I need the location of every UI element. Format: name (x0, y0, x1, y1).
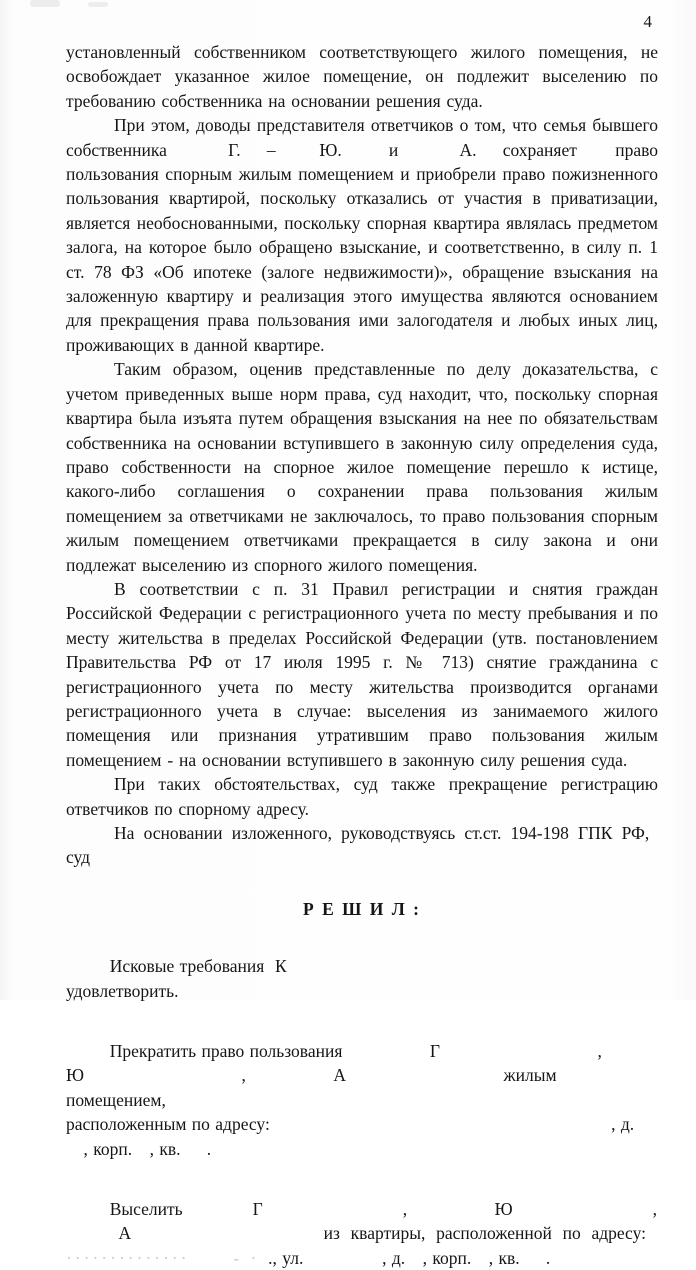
resolution-evict-line-3 (66, 1246, 658, 1270)
resolution-text (190, 1248, 234, 1268)
redacted-faint-text: ·············· (66, 1247, 190, 1268)
paragraph-arguments: При этом, доводы представителя ответчиков о том, что семья бывшего собственника Г. – Ю. и А. сохраняет право пользования спорным жилым помещением и приобрели право пожизненного пользования квартирой, поскольку отказались от участия в приватизации, является необоснованными, поскольку спорная квартира являлась предметом залога, на которое было обращено взыскание, и соответственно, в силу п. 1 ст. 78 ФЗ «Об ипотеке (залоге недвижимости)», обращение взыскания на заложенную квартиру и реализация этого имущества являются основанием для прекращения права пользования ими залогодателя и любых иных лиц, проживающих в данной квартире. (66, 115, 658, 355)
paragraph-registration-rules: В соответствии с п. 31 Правил регистрации и снятия граждан Российской Федерации с регистрационного учета по месту пребывания и по месту жительства в пределах Российской Федерации (утв. постановлением Правительства РФ от 17 июля 1995 г. № 713) снятие гражданина с регистрационного учета по месту жительства производится органами регистрационного учета в случае: выселения из занимаемого жилого помещения или признания утратившим право пользования жилым помещением - на основании вступившего в законную силу решения суда. (66, 578, 658, 770)
resolution-evict-line-1: Выселить Г , Ю , (66, 1199, 658, 1220)
resolution-claims-line: Исковые требования К удовлетворить. (66, 956, 558, 1001)
paragraph-court-findings: Таким образом, оценив представленные по делу доказательства, с учетом приведенных выше норм права, суд находит, что, поскольку спорная квартира была изъята путем обращения взыскания на нее по обязательствам собственника на основании вступившего в законную силу определения суда, право собственности на спорное жилое помещение перешло к истице, какого-либо соглашения о сохранении права пользования жилым помещением за ответчиками не заключалось, то право пользования спорным жилым помещением ответчиками прекращается в силу закона и они подлежат выселению из спорного жилого помещения. (66, 359, 658, 575)
ruling-heading: Р Е Ш И Л : (303, 898, 421, 919)
resolution-terminate-line-3: расположенным по адресу: , д. (66, 1114, 635, 1135)
scan-artifact (30, 0, 60, 7)
resolution-text: ., ул. , д. , корп. , кв. . (259, 1247, 551, 1268)
resolution-terminate-line-2: Ю , А жилым помещением, (66, 1065, 568, 1110)
redacted-faint-text: - · (233, 1247, 260, 1268)
scan-artifact (88, 2, 108, 7)
paragraph-continuation: установленный собственником соответствующего жилого помещения, не освобождает указанное жилое помещение, он подлежит выселению по требованию собственника на основании решения суда. (66, 42, 658, 111)
page-number: 4 (643, 12, 652, 31)
paragraph-circumstances: При таких обстоятельствах, суд также прекращение регистрацию ответчиков по спорному адресу. (66, 774, 658, 819)
resolution-terminate-line-4: , корп. , кв. . (66, 1138, 212, 1159)
resolution-evict-line-2: А из квартиры, расположенной по адресу: (66, 1223, 646, 1244)
document-body (66, 40, 658, 1270)
paragraph-legal-basis: На основании изложенного, руководствуясь ст.ст. 194-198 ГПК РФ, суд (66, 823, 658, 868)
resolution-terminate-line-1: Прекратить право пользования Г , (66, 1041, 602, 1062)
